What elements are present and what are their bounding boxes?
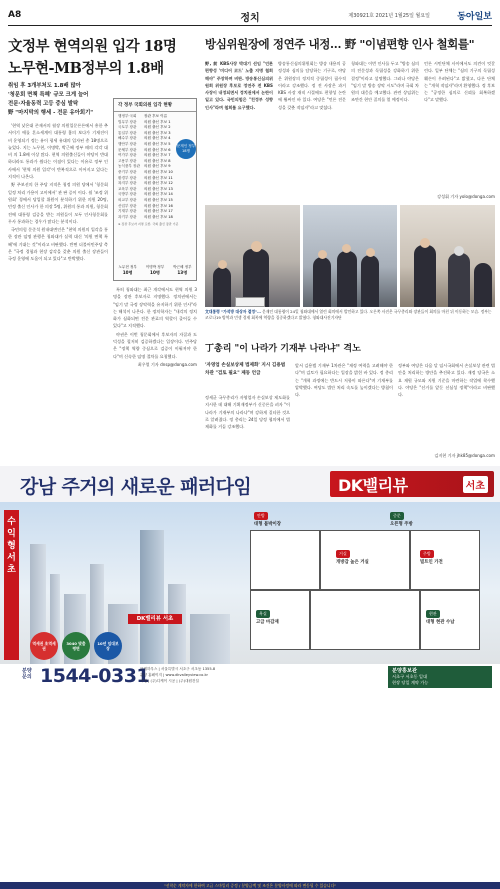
right-col-4: 언론 시민단체 사이에서도 의견이 엇갈린다. 일부 단체는 "심의 기구의 독립성 훼손이 우려된다"고 밝혔고, 다른 단체는 "개혁 적임자"라며 환영했다. 정 후보는 "공정한 심의로 신뢰를 회복하겠다"고 말했다. [424, 61, 495, 103]
body-paragraph: 특히 청와대는 최근 개각에서도 현역 의원 3명을 장관 후보자로 지명했다. 정치권에서는 "임기 말 국정 장악력을 유지하기 위한 인사"라는 해석이 나온다. 한 정치학자는 "내각의 정치화가 심화되면 전문 관료의 역할이 줄어들 수 있다"고 지적했다. [113, 287, 197, 329]
left-byline: 최우열 기자 dnsp@donga.com [137, 361, 197, 367]
table-cell-name: 의원 출신 후보 10 [144, 169, 173, 174]
table-cell-role: 문체부 장관 [118, 147, 137, 152]
news-photos [205, 205, 495, 307]
table-cell-role: 교육부 장관 [118, 186, 137, 191]
person-figure [213, 267, 231, 307]
ad-brand-name: DK밸리뷰 [338, 476, 408, 495]
table-cell-role: 외교부 장관 [118, 197, 137, 202]
body-paragraph: 국민의힘 문준석 원내대변인은 "현역 의원의 입각을 통한 장관 임명 관행은 청와대가 실력 대신 '의원 면책 특혜'에 기대는 것"이라고 비판했다. 반면 더불어민주당 측은 "국정 경험과 현장 감각을 갖춘 의원 출신 장관들이 국정 운영에 도움이 되고 있다"고 반박했다. [8, 227, 108, 262]
plan-note: 대형 현관 수납 [426, 620, 455, 625]
body-paragraph: 野 주보선의 한 주당 지적은 청정 의원 당에서 '청문회 일정 처리 가용이 고이에서' 관 판 증이 이다. 월 '조정 위원회' 경에서 당입할 위원이 분석하기 위한 의원 20명, 민정 출신 인사가 한 의장 5명, 위원의 통과 의원, 청문회 전에 대통령 검증을 받는 의원들이 모두 인사청문회를 무사 통과하는 경우가 많다는 분석이다. [8, 182, 108, 224]
table-cell-name: 의원 출신 후보 11 [144, 175, 173, 180]
table-cell-role: 통일부 장관 [118, 130, 137, 135]
table-cell-name: 의원 출신 후보 12 [144, 181, 173, 186]
table-cell-name: 의원 출신 후보 14 [144, 192, 173, 197]
floor-plan[interactable] [240, 510, 490, 660]
table-cell-name: 의원 출신 후보 8 [144, 158, 171, 163]
person-figure [337, 251, 357, 307]
plan-tag: 현관 [426, 610, 440, 618]
left-headline [8, 36, 190, 80]
ad-side-strip: 수 익 형 서 초 [4, 510, 19, 660]
table-cell-role: 중기부 장관 [118, 169, 137, 174]
person-figure [448, 253, 470, 307]
table-title: 각 정부 국회의원 입각 현황 [114, 99, 196, 112]
room-hall [310, 590, 420, 650]
table-cell-name: 의원 출신 후보 18 [144, 214, 173, 219]
ad-skyline-image [0, 502, 500, 664]
section-name: 정치 [240, 13, 260, 24]
phone-label: 분양 문의 [22, 668, 32, 680]
featured-building [140, 530, 164, 664]
table-cell-name: 의원 출신 후보 7 [144, 153, 171, 158]
ad-contact-row [0, 664, 500, 888]
right-headline: 방심위원장에 정연주 내정… 野 "이념편향 인사 철회를" [205, 37, 475, 51]
deck-line: 취임 후 3개부처도 1.8배 많아 [8, 83, 81, 89]
feature-circle: 3040 맞춤 평면 [62, 632, 90, 660]
bottom-col-2: 앞서 김용범 기재부 1차관은 "재정 여력을 고려해야 한다"며 검토가 필요하다는 입장을 밝힌 바 있다. 정 총리는 "개혁 과정에는 반드시 저항이 따른다"며 기재부를 압박했다. 여당도 법안 처리 속도를 높이겠다는 방침이다. [295, 363, 393, 398]
ad-headline: 강남 주거의 새로운 패러다임 [20, 476, 252, 498]
table-cell-role: 기재부 장관 [118, 209, 137, 214]
table-cell-name: 장관 후보 이름 [144, 114, 168, 118]
plan-tag: 안방 [254, 512, 268, 520]
newspaper-logo[interactable]: 동아일보 [457, 12, 492, 22]
person-figure [313, 257, 331, 307]
table-cell-role: 행정부·국회 [118, 114, 137, 118]
feature-circles [30, 632, 122, 660]
plan-note: 개방감 높은 거실 [336, 560, 369, 565]
table-cell-name: 의원 출신 후보 4 [144, 136, 171, 141]
stat-item: 이명박 정부 10명 [145, 265, 165, 275]
plan-tag: 거실 [336, 550, 350, 558]
right-byline: 강성휘 기자 yolo@donga.com [437, 194, 495, 199]
bottom-headline: 丁총리 "이 나라가 기재부 나라냐" 격노 [205, 344, 361, 354]
plan-note: 오픈형 주방 [390, 522, 413, 527]
sales-office-box[interactable]: 분양홍보관 서초구 서초동 일대 현장 당일 계약 가능 [388, 666, 492, 688]
table-cell-name: 의원 출신 후보 13 [144, 186, 173, 191]
person-figure [474, 263, 492, 307]
podium-shape [235, 297, 265, 307]
count-badge: 문재인 정부 18명 [176, 139, 196, 159]
table-cell-role: 환경부 장관 [118, 175, 137, 180]
person-figure [361, 255, 379, 307]
table-cell-role: 국방부 장관 [118, 192, 137, 197]
table-note: ※ 장관 후보자 지명 포함, 국회 출신 장관 기준 [118, 222, 179, 227]
bottom-col-3: 정부와 여당은 다음 달 임시국회에서 손실보상 관련 법안을 처리하는 방안을 추진하고 있다. 재정 당국은 소요 재원 규모와 지원 기준을 마련하는 작업에 착수했다. 야당은 "선거를 앞둔 선심성 정책"이라고 비판했다. [398, 363, 495, 398]
deck-line: 野 "마지막의 행세 - 전문 유아회기" [8, 110, 94, 116]
phone-number[interactable]: 1544-0331 [40, 665, 150, 687]
building-shape [190, 614, 230, 664]
bottom-byline: 김지현 기자 jhk85@donga.com [434, 453, 495, 458]
person-head [251, 241, 262, 252]
plan-tag: 중문 [390, 512, 404, 520]
ad-address: 모델하우스 | 서울특별시 서초구 서초동 1355-8 분양 홈페이지 | www.dkvalleyview.co.kr 시행 | (주)디케이 시공 | (주)대원건설 [140, 667, 216, 683]
table-cell-name: 의원 출신 후보 5 [144, 141, 171, 146]
deck-line: 전문·자율동력 고등 중심 발탁 [8, 101, 79, 107]
table-cell-role: 해수부 장관 [118, 136, 137, 141]
page-number: A8 [8, 10, 22, 20]
ad-footer-bar [0, 882, 500, 889]
person-head [318, 250, 327, 259]
deck-line: '청문회 면책 특혜' 규모 크게 늘어 [8, 92, 89, 98]
feature-circle: 10년 임대보장 [94, 632, 122, 660]
photo-meeting[interactable] [303, 205, 398, 307]
caption-lead: 文대통령 "가석방 대상자 결정"… [205, 309, 261, 314]
person-figure [414, 245, 436, 307]
ad-footer-text: "선착순 계약자에 한하여 고급 스마일러 증정 / 분양금액 및 조건은 분양사정에 따라 변동될 수 있습니다" [163, 883, 337, 888]
table-row [118, 215, 192, 221]
left-headline-line-1: 文정부 현역의원 입각 18명 [8, 38, 177, 55]
government-stats [114, 265, 196, 276]
table-cell-role: 법무부 장관 [118, 119, 137, 124]
table-cell-name: 의원 출신 후보 1 [144, 119, 171, 124]
plan-tag: 주방 [420, 550, 434, 558]
person-head [342, 244, 351, 253]
page-header [8, 6, 492, 26]
table-cell-role: 농식품부 장관 [118, 164, 140, 169]
appointment-table [113, 98, 197, 281]
table-cell-role: 산업부 장관 [118, 203, 137, 208]
table-cell-role: 고용부 장관 [118, 158, 137, 163]
bottom-deck: '자영업 손실보상제 법제화' 지시 김용범 차관 "검토 필요" 제동 언급 [205, 363, 286, 376]
building-shape [168, 584, 186, 664]
table-cell-name: 의원 출신 후보 2 [144, 125, 171, 130]
real-estate-ad[interactable] [0, 466, 500, 888]
feature-circle: 역세권 초역세권 [30, 632, 58, 660]
plan-tag: 욕실 [256, 610, 270, 618]
ad-brand-sub: 서초 [463, 476, 488, 493]
caption-body: 문재인 대통령이 24일 청와대에서 열린 회의에서 발언하고 있다. 오른쪽 사진은 국무총리와 장관들이 회의를 마친 뒤 이동하는 모습. 정부는 코로나19 방역과 민생 경제 회복에 역량을 집중하겠다고 밝혔다. 청와대사진기자단 [205, 309, 492, 320]
right-col-2: 방송통신심의위원회는 방송 내용의 공정성과 심의를 담당하는 기구로, 야당은 위원장의 정치적 중립성이 필수적이라고 강조했다. 정 전 사장은 과거 KBS 사장 재직 시절에도 편향성 논란에 휩싸인 바 있다. 여당은 "언론 전문성을 갖춘 적임자"라고 맞섰다. [278, 61, 346, 110]
photo-officials[interactable] [400, 205, 495, 307]
table-cell-role: 과기부 장관 [118, 214, 137, 219]
table-cell-name: 의원 출신 후보 16 [144, 203, 173, 208]
table-cell-role: 여가부 장관 [118, 153, 137, 158]
person-head [218, 260, 227, 269]
stat-item: 박근혜 정부 13명 [173, 265, 192, 275]
issue-line: 제30921호 2021년 1월25일 월요일 [348, 13, 430, 19]
left-body-col-2 [113, 286, 197, 458]
table-cell-role: 행안부 장관 [118, 141, 137, 146]
table-cell-name: 의원 출신 후보 9 [144, 164, 171, 169]
plan-note: 빌트인 가전 [420, 560, 443, 565]
room-master [250, 530, 320, 590]
right-col-1: 野, 前 KBS사장 박대기 선임 "언론 편향성 '미디어 코드' 노출 지명 철회해야" 주장하며 비판. 방송통신심의위원회 위원장 후보로 정연주 전 KBS 사장이 내정되면서 정치권에서 논란이 일고 있다. 국민의힘은 "친정부 성향 인사"라며 철회를 요구했다. [205, 61, 273, 110]
left-headline-line-2: 노무현-MB정부의 1.8배 [8, 60, 164, 77]
left-deck [8, 82, 108, 118]
ad-banner-top [0, 466, 500, 502]
stat-item: 노무현 정부 10명 [118, 265, 137, 275]
table-cell-name: 의원 출신 후보 6 [144, 147, 171, 152]
photo-caption [205, 309, 495, 321]
plan-note: 대형 붙박이장 [254, 522, 281, 527]
ad-brand-box[interactable] [330, 471, 494, 497]
plan-note: 고급 마감재 [256, 620, 279, 625]
body-paragraph: '현역 낮은대 존재서의 월장 의원입문론론에서 흥한 추서이기 애를 흔소세계이 대통령 홈의 보다가 기재진이 비 운영되기 정는 유이 평세 유대의 입자된 총 18명으로 늘었다. 지는 노무현, 이명박, 박근혜 정부 때의 각각 대비 의 1.8배 이상 많다. 현역 의원출신들이 야당이 반대하더라도 통과가 쉽다는 이점이 있다는 이유로 정부 인사에서 '현역 의원 입각'이 반복적으로 이어지고 있다는 지적이 나온다. [8, 123, 108, 180]
table-rows [114, 112, 196, 222]
person-head [366, 248, 375, 257]
left-body-col-1 [8, 122, 108, 458]
table-cell-name: 의원 출신 후보 17 [144, 209, 173, 214]
right-col-3: 청와대는 이번 인사를 두고 "방송 심의의 전문성과 독립성을 강화하기 위한 결정"이라고 설명했다. 그러나 야당은 "임기 말 방송 장악 시도"라며 국회 차원의 대응을 예고했다. 관련 상임위는 조만간 현안 질의를 열 예정이다. [351, 61, 419, 103]
table-cell-role: 복지부 장관 [118, 181, 137, 186]
body-paragraph: 야권은 이번 청문회에서 후보자의 자질과 도덕성을 철저히 검증하겠다는 입장이다. 민주당은 "정책 역량 중심으로 검증이 이뤄져야 한다"며 신속한 임명 절차를 요청했다. [113, 331, 197, 359]
photo-president[interactable] [205, 205, 300, 307]
table-cell-name: 의원 출신 후보 3 [144, 130, 171, 135]
building-brand-badge: DK밸리뷰 서초 [128, 614, 182, 624]
table-cell-role: 국토부 장관 [118, 125, 137, 130]
table-cell-name: 의원 출신 후보 15 [144, 197, 173, 202]
bottom-col-1: 정세균 국무총리가 자영업자 손실보상 제도화를 지시한 데 대해 기획재정부가 신중론을 펴자 "이 나라가 기재부의 나라냐"며 강하게 질타한 것으로 알려졌다. 정 총리는 24일 당정 협의에서 법제화를 거듭 강조했다. [205, 395, 290, 430]
